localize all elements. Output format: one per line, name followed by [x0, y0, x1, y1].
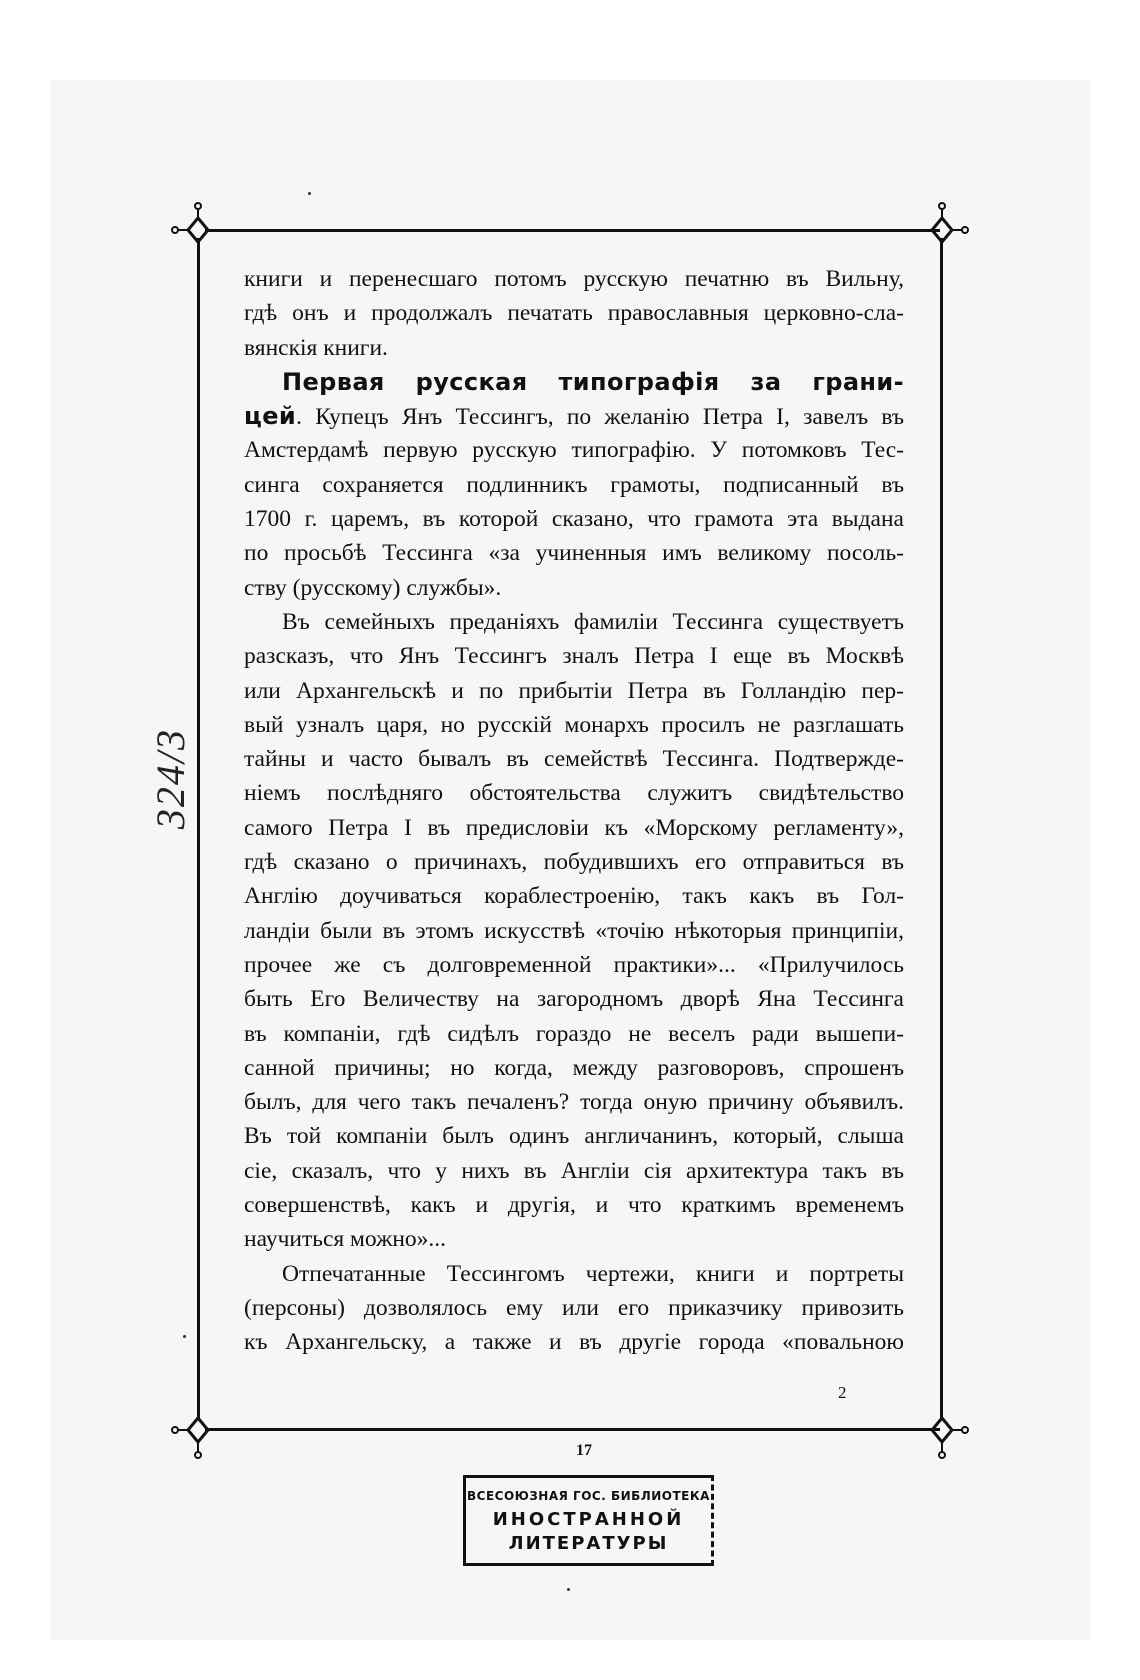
- stamp-line-2: ИНОСТРАННОЙ: [492, 1509, 685, 1530]
- text-line: сіе, сказалъ, что у нихъ въ Англіи сія архитектура такъ въ: [244, 1157, 904, 1184]
- text-line: самого Петра I въ предисловіи къ «Морскому регламенту»,: [244, 814, 904, 841]
- corner-ornament-top-left: [168, 200, 228, 260]
- heading-continuation: . Купецъ Янъ Тессингъ, по желанію Петра I, завелъ въ: [296, 404, 904, 431]
- signature-mark: 2: [838, 1383, 847, 1402]
- frame-bottom-line: [205, 1428, 940, 1431]
- section-heading-line: [244, 365, 904, 399]
- text-line: гдѣ сказано о причинахъ, побудившихъ его отправиться въ: [244, 849, 904, 876]
- corner-ornament-bottom-left: [168, 1400, 228, 1460]
- page-text: [244, 262, 904, 1360]
- text-line: синга сохраняется подлинникъ грамоты, подписанный въ: [244, 471, 904, 498]
- text-line: совершенствѣ, какъ и другія, и что краткимъ временемъ: [244, 1192, 904, 1219]
- text-line: быть Его Величеству на загородномъ дворѣ Яна Тессинга: [244, 986, 904, 1013]
- text-line: ству (русскому) службы».: [244, 574, 502, 601]
- text-line: 1700 г. царемъ, въ которой сказано, что грамота эта выдана: [244, 506, 904, 533]
- text-line: Въ семейныхъ преданіяхъ фамиліи Тессинга существуетъ: [282, 608, 904, 635]
- text-line: вянскія книги.: [244, 334, 388, 361]
- corner-ornament-top-right: [912, 200, 972, 260]
- stamp-line-3: ЛИТЕРАТУРЫ: [508, 1533, 669, 1554]
- text-line: по просьбѣ Тессинга «за учиненныя имъ великому посоль-: [244, 540, 904, 567]
- text-line: (персоны) дозволялось ему или его приказчику привозить: [244, 1294, 904, 1321]
- text-line: тайны и часто бывалъ въ семействѣ Тессинга. Подтвержде-: [244, 746, 904, 773]
- page-number: 17: [576, 1442, 592, 1459]
- frame-right-line: [940, 238, 943, 1418]
- frame-top-line: [205, 229, 940, 232]
- text-line: къ Архангельску, а также и въ другіе города «повальною: [244, 1329, 904, 1356]
- text-line: научиться можно»...: [244, 1226, 447, 1253]
- library-stamp: [463, 1475, 714, 1566]
- section-heading-end: цей: [244, 402, 297, 431]
- text-line: прочее же съ долговременной практики»... «Прилучилось: [244, 951, 904, 978]
- text-line: санной причины; но когда, между разговоровъ, спрошенъ: [244, 1054, 904, 1081]
- text-line: книги и перенесшаго потомъ русскую печатню въ Вильну,: [244, 266, 904, 292]
- text-line: въ компаніи, гдѣ сидѣлъ гораздо не веселъ ради вышепи-: [244, 1020, 904, 1047]
- text-line: или Архангельскѣ и по прибытіи Петра въ Голландію пер-: [244, 677, 904, 704]
- section-heading: Первая русская типографія за грани-: [282, 367, 904, 396]
- text-line: [244, 399, 904, 433]
- speck: [567, 1588, 570, 1591]
- text-line: Отпечатанные Тессингомъ чертежи, книги и портреты: [282, 1260, 904, 1287]
- corner-ornament-bottom-right: [912, 1400, 972, 1460]
- text-line: разсказъ, что Янъ Тессингъ зналъ Петра I еще въ Москвѣ: [244, 643, 904, 670]
- text-line: ландіи были въ этомъ искусствѣ «точію нѣкоторыя принципіи,: [244, 917, 904, 944]
- text-line: Въ той компаніи былъ одинъ англичанинъ, который, слыша: [244, 1123, 904, 1150]
- text-line: ніемъ послѣдняго обстоятельства служитъ свидѣтельство: [244, 780, 904, 807]
- text-line: вый узналъ царя, но русскій монархъ просилъ не разглашать: [244, 711, 904, 738]
- text-line: гдѣ онъ и продолжалъ печатать православныя церковно-сла-: [244, 300, 904, 327]
- text-line: Амстердамѣ первую русскую типографію. У потомковъ Тес-: [244, 437, 904, 464]
- text-line: Англію доучиваться кораблестроенію, такъ какъ въ Гол-: [244, 883, 904, 910]
- speck: [183, 1335, 186, 1338]
- text-line: былъ, для чего такъ печаленъ? тогда оную причину объявилъ.: [244, 1089, 904, 1116]
- speck: [308, 192, 311, 195]
- stamp-line-1: ВСЕСОЮЗНАЯ ГОС. БИБЛИОТЕКА: [467, 1489, 710, 1503]
- frame-left-line: [197, 238, 200, 1418]
- handwritten-shelf-mark: 324/3: [148, 727, 194, 830]
